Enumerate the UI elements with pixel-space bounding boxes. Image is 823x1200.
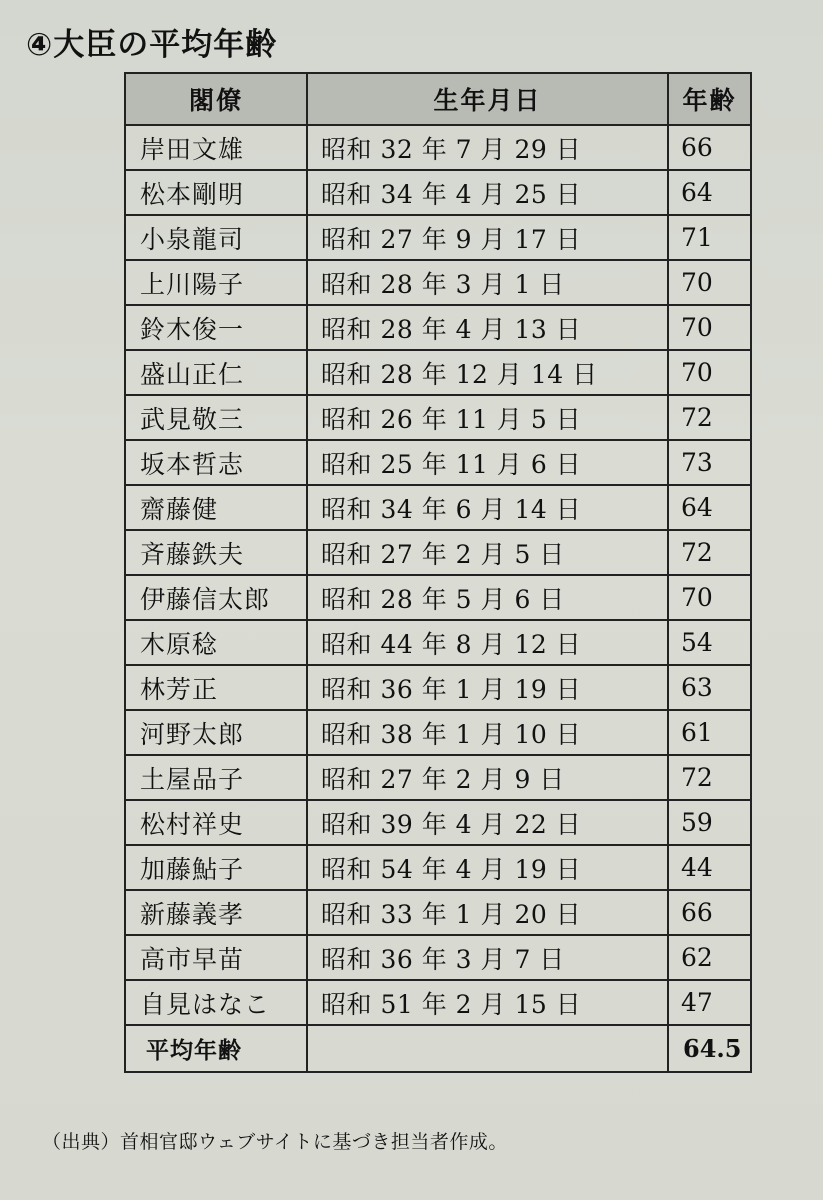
minister-name-cell: 土屋品子 [125,755,307,800]
table-row [125,890,751,935]
minister-name-cell: 盛山正仁 [125,350,307,395]
table-row [125,350,751,395]
table-row [125,665,751,710]
minister-name-cell: 松村祥史 [125,800,307,845]
birthdate-cell: 昭和 28 年 12 月 14 日 [307,350,668,395]
age-cell: 70 [668,305,751,350]
average-label: 平均年齢 [125,1025,307,1072]
age-cell: 47 [668,980,751,1025]
ministers-age-table [124,72,752,1073]
age-cell: 70 [668,350,751,395]
table-row [125,845,751,890]
minister-name-cell: 岸田文雄 [125,125,307,170]
birthdate-cell: 昭和 28 年 4 月 13 日 [307,305,668,350]
table-row [125,395,751,440]
minister-name-cell: 鈴木俊一 [125,305,307,350]
birthdate-cell: 昭和 54 年 4 月 19 日 [307,845,668,890]
birthdate-cell: 昭和 36 年 3 月 7 日 [307,935,668,980]
minister-name-cell: 自見はなこ [125,980,307,1025]
minister-name-cell: 河野太郎 [125,710,307,755]
minister-name-cell: 高市早苗 [125,935,307,980]
birthdate-cell: 昭和 32 年 7 月 29 日 [307,125,668,170]
table-row [125,125,751,170]
header-age: 年齢 [668,73,751,125]
table-row [125,170,751,215]
birthdate-cell: 昭和 33 年 1 月 20 日 [307,890,668,935]
minister-name-cell: 林芳正 [125,665,307,710]
age-cell: 44 [668,845,751,890]
birthdate-cell: 昭和 36 年 1 月 19 日 [307,665,668,710]
minister-name-cell: 斉藤鉄夫 [125,530,307,575]
birthdate-cell: 昭和 27 年 2 月 5 日 [307,530,668,575]
age-cell: 59 [668,800,751,845]
birthdate-cell: 昭和 25 年 11 月 6 日 [307,440,668,485]
table-row [125,485,751,530]
age-cell: 61 [668,710,751,755]
birthdate-cell: 昭和 39 年 4 月 22 日 [307,800,668,845]
average-empty-cell [307,1025,668,1072]
minister-name-cell: 木原稔 [125,620,307,665]
age-cell: 66 [668,125,751,170]
age-cell: 72 [668,755,751,800]
birthdate-cell: 昭和 27 年 2 月 9 日 [307,755,668,800]
table-body [125,125,751,1025]
table-row [125,305,751,350]
age-cell: 64 [668,485,751,530]
table-row [125,260,751,305]
table-row [125,530,751,575]
age-cell: 63 [668,665,751,710]
minister-name-cell: 新藤義孝 [125,890,307,935]
birthdate-cell: 昭和 44 年 8 月 12 日 [307,620,668,665]
age-cell: 54 [668,620,751,665]
minister-name-cell: 武見敬三 [125,395,307,440]
source-note: （出典）首相官邸ウェブサイトに基づき担当者作成。 [42,1131,508,1153]
birthdate-cell: 昭和 28 年 5 月 6 日 [307,575,668,620]
birthdate-cell: 昭和 34 年 4 月 25 日 [307,170,668,215]
age-cell: 70 [668,260,751,305]
header-minister: 閣僚 [125,73,307,125]
minister-name-cell: 伊藤信太郎 [125,575,307,620]
birthdate-cell: 昭和 27 年 9 月 17 日 [307,215,668,260]
table-row [125,575,751,620]
table-row [125,980,751,1025]
birthdate-cell: 昭和 38 年 1 月 10 日 [307,710,668,755]
age-cell: 64 [668,170,751,215]
minister-name-cell: 加藤鮎子 [125,845,307,890]
age-cell: 72 [668,530,751,575]
age-cell: 72 [668,395,751,440]
table-row [125,440,751,485]
birthdate-cell: 昭和 26 年 11 月 5 日 [307,395,668,440]
table-row [125,935,751,980]
birthdate-cell: 昭和 28 年 3 月 1 日 [307,260,668,305]
table-row [125,620,751,665]
age-cell: 66 [668,890,751,935]
average-row [125,1025,751,1072]
table-row [125,710,751,755]
age-cell: 71 [668,215,751,260]
minister-name-cell: 齋藤健 [125,485,307,530]
header-birthdate: 生年月日 [307,73,668,125]
age-cell: 73 [668,440,751,485]
minister-name-cell: 小泉龍司 [125,215,307,260]
page-title: ④大臣の平均年齢 [26,27,278,63]
minister-name-cell: 松本剛明 [125,170,307,215]
age-cell: 62 [668,935,751,980]
table-row [125,215,751,260]
table-header-row [125,73,751,125]
birthdate-cell: 昭和 34 年 6 月 14 日 [307,485,668,530]
birthdate-cell: 昭和 51 年 2 月 15 日 [307,980,668,1025]
age-cell: 70 [668,575,751,620]
table-row [125,755,751,800]
minister-name-cell: 上川陽子 [125,260,307,305]
minister-name-cell: 坂本哲志 [125,440,307,485]
table-row [125,800,751,845]
average-value: 64.5 [668,1025,751,1072]
